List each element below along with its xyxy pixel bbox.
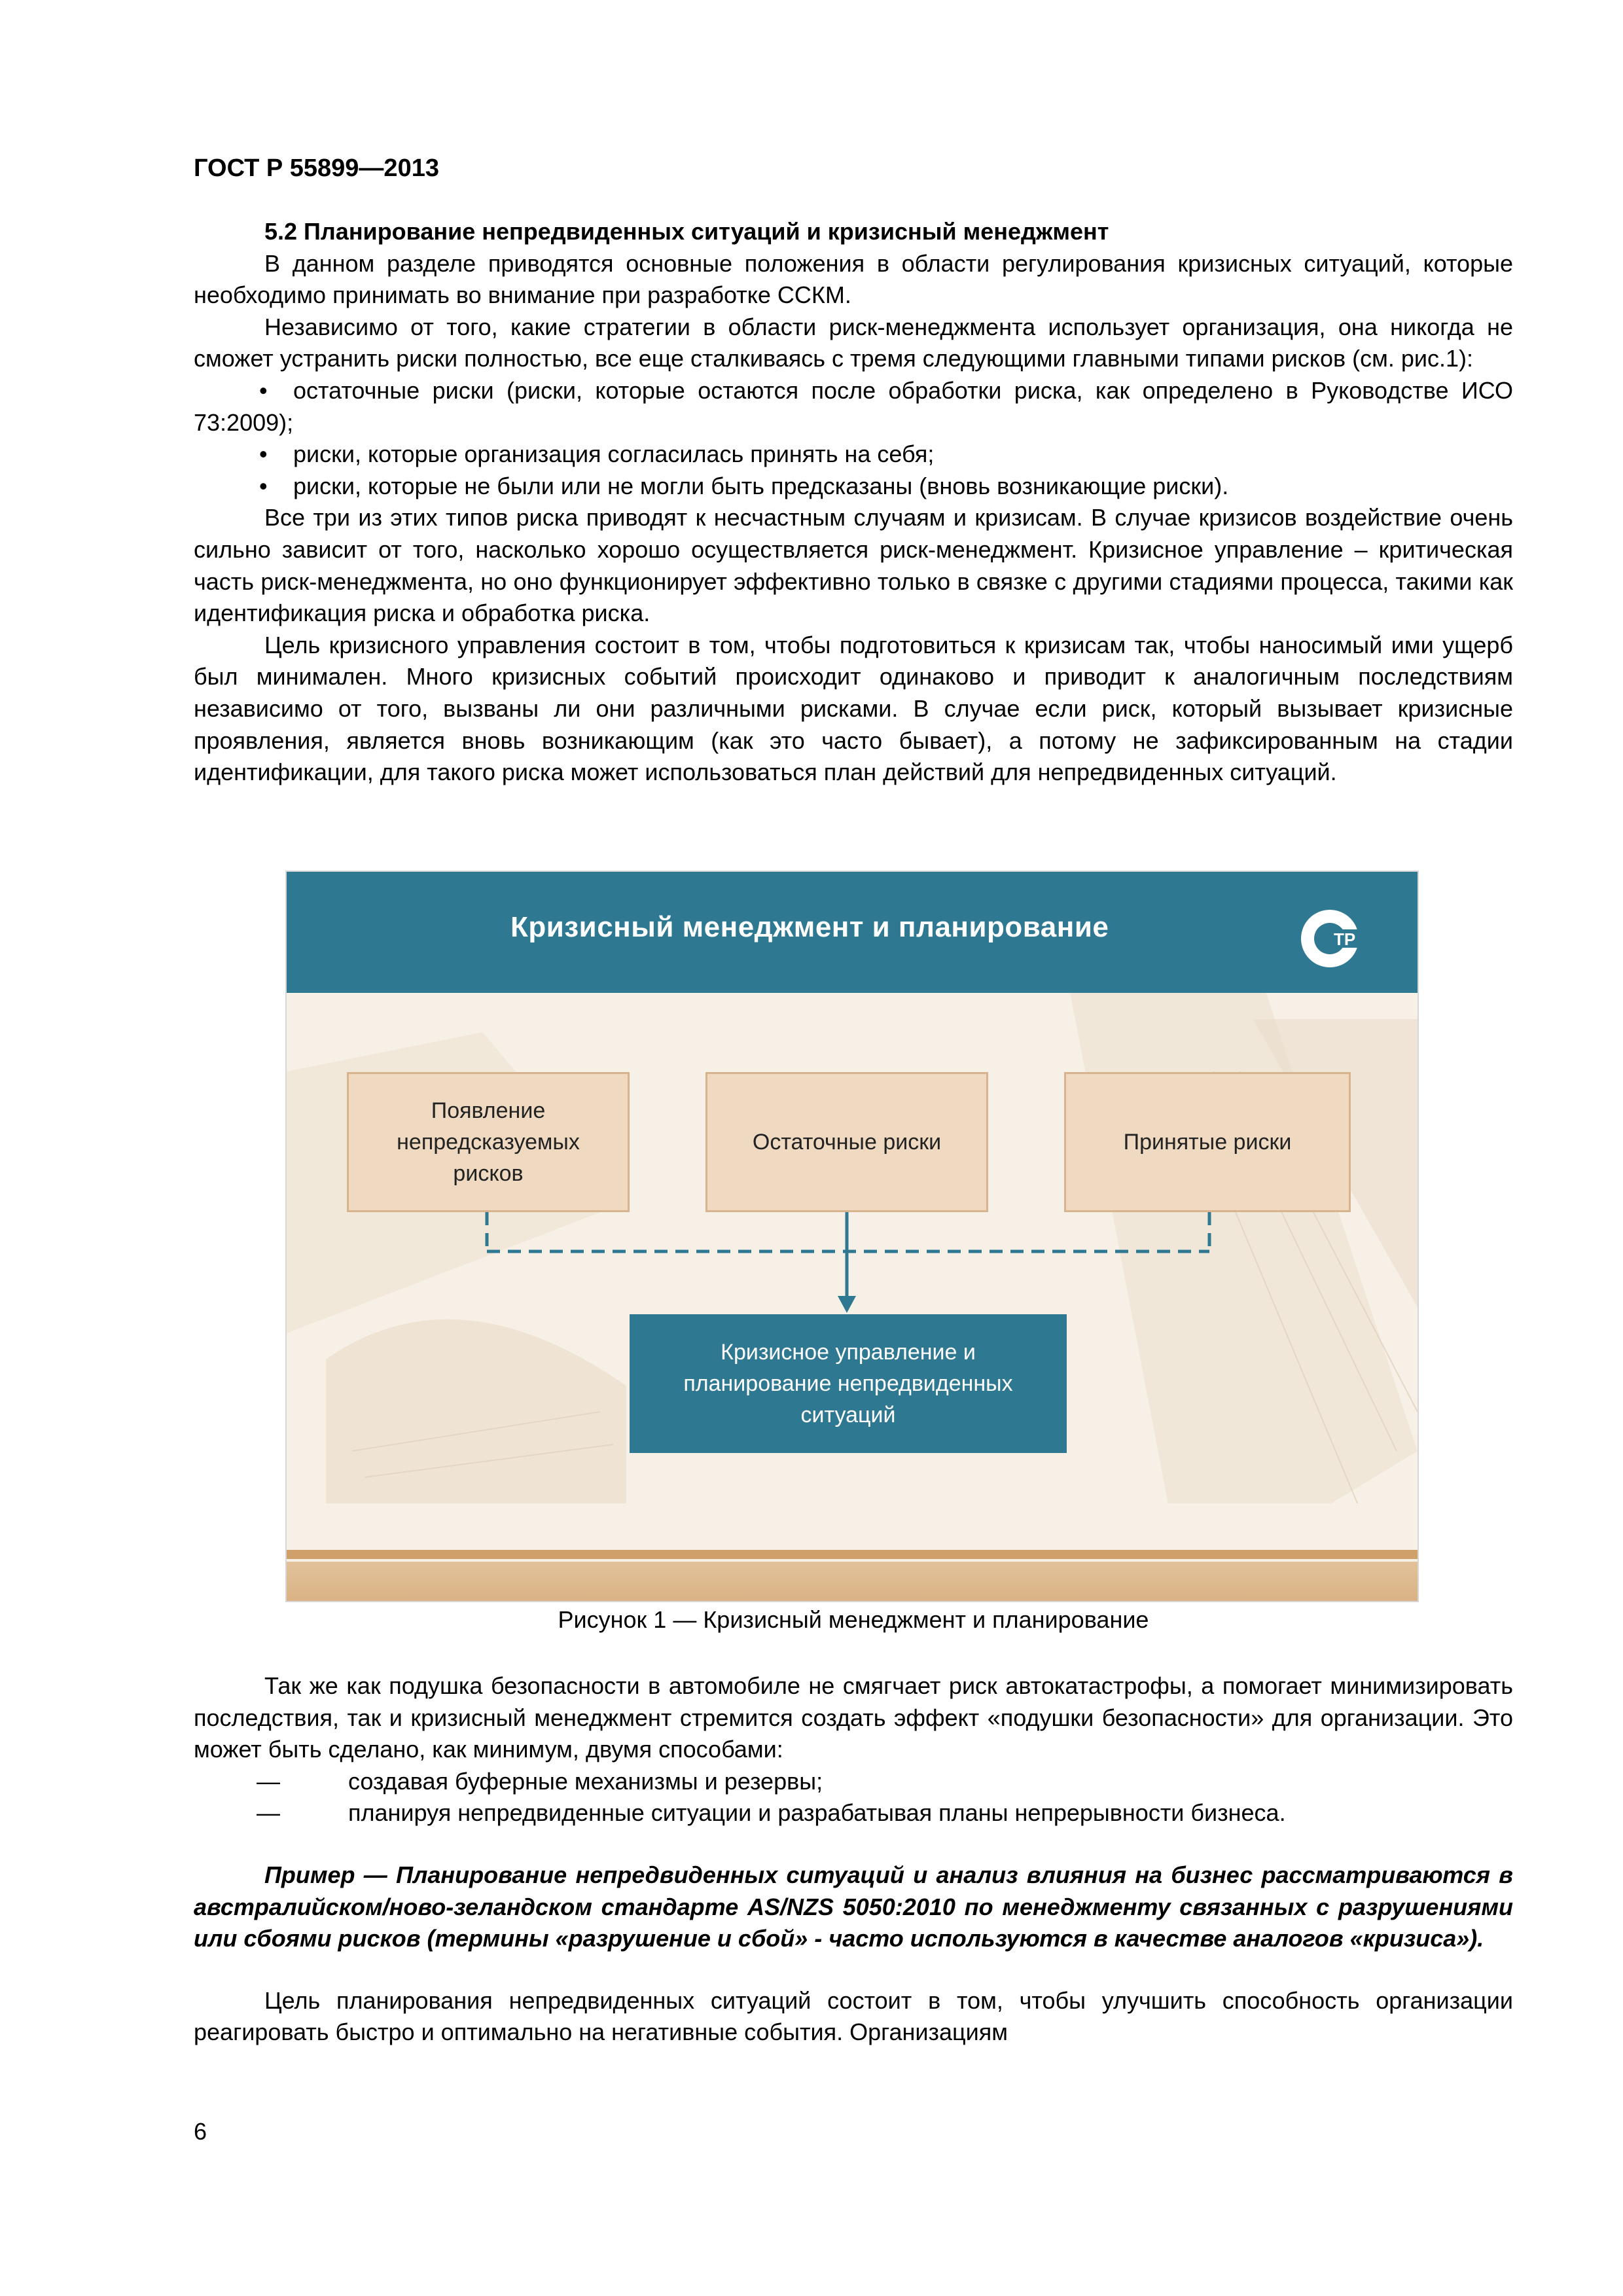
bullet-marker: •	[259, 440, 268, 468]
spacer	[194, 1829, 1513, 1859]
figure-title: Кризисный менеджмент и планирование	[510, 911, 1109, 943]
logo-text: ТР	[1334, 929, 1356, 949]
bullet-marker: •	[259, 472, 268, 499]
paragraph: Цель планирования непредвиденных ситуаций состоит в том, чтобы улучшить способность организации реагировать быстро и оптимально на негативные события. Организациям	[194, 1986, 1513, 2046]
figure-caption: Рисунок 1 — Кризисный менеджмент и планирование	[558, 1606, 1149, 1633]
dash-marker: —	[257, 1767, 280, 1795]
paragraph: Все три из этих типов риска приводят к несчастным случаям и кризисам. В случае кризисов воздействие очень сильно зависит от того, насколько хорошо осуществляется риск-менеджмент. Кризисное управление – критическая часть риск-менеджмента, но оно функционирует эффективно только в связке с другими стадиями процесса, такими как идентификация риска и обработка риска.	[194, 504, 1513, 627]
box-accepted-risks-label: Принятые риски	[1123, 1130, 1292, 1155]
box-residual-risks-label: Остаточные риски	[752, 1130, 942, 1155]
figure-footer-stripe	[287, 1550, 1418, 1559]
bullet-text: риски, которые организация согласилась принять на себя;	[293, 440, 935, 468]
example-note: Пример — Планирование непредвиденных ситуаций и анализ влияния на бизнес рассматриваются в австралийском/ново-зеландском стандарте AS/NZS 5050:2010 по менеджменту связанных с разрушениями или сбоями рисков (термины «разрушение и сбой» - часто используются в качестве аналогов «кризиса»).	[194, 1861, 1513, 1952]
bullet-marker: •	[259, 376, 268, 404]
bullet-item	[194, 471, 1513, 503]
bullet-item	[194, 439, 1513, 471]
section-heading: 5.2 Планирование непредвиденных ситуаций и кризисный менеджмент	[264, 218, 1109, 245]
flow-connectors	[287, 872, 1419, 1602]
dash-item	[194, 1766, 1513, 1798]
paragraph: Так же как подушка безопасности в автомобиле не смягчает риск автокатастрофы, а помогает минимизировать последствия, так и кризисный менеджмент стремится создать эффект «подушки безопасности» для организации. Это может быть сделано, как минимум, двумя способами:	[194, 1672, 1513, 1763]
spacer	[194, 1955, 1513, 1985]
bullet-item	[194, 375, 1513, 439]
after-figure-text	[194, 1670, 1513, 2049]
bullet-text: остаточные риски (риски, которые остаются после обработки риска, как определено в Руководстве ИСО 73:2009);	[194, 376, 1513, 436]
dash-marker: —	[257, 1799, 280, 1827]
section-text	[194, 216, 1513, 789]
dash-text: создавая буферные механизмы и резервы;	[348, 1767, 823, 1795]
paragraph: В данном разделе приводятся основные положения в области регулирования кризисных ситуаций, которые необходимо принимать во внимание при разработке ССКМ.	[194, 249, 1513, 309]
box-unpredictable-risks-label: Появление непредсказуемых рисков	[397, 1098, 580, 1186]
box-crisis-management-label: Кризисное управление и планирование непредвиденных ситуаций	[683, 1340, 1013, 1427]
box-crisis-management	[630, 1314, 1067, 1453]
dash-item	[194, 1797, 1513, 1829]
figure-crisis-management	[285, 870, 1419, 1602]
dash-text: планируя непредвиденные ситуации и разрабатывая планы непрерывности бизнеса.	[348, 1799, 1286, 1827]
paragraph: Независимо от того, какие стратегии в области риск-менеджмента использует организация, она никогда не сможет устранить риски полностью, все еще сталкиваясь с тремя следующими главными типами рисков (см. рис.1):	[194, 313, 1513, 372]
paragraph: Цель кризисного управления состоит в том, чтобы подготовиться к кризисам так, чтобы наносимый ими ущерб был минимален. Много кризисных событий происходит одинаково и приводит к аналогичным последствиям независимо от того, вызваны ли они различными рисками. В случае если риск, который вызывает кризисные проявления, является вновь возникающим (как это часто бывает), а потому не зафиксированным на стадии идентификации, для такого риска может использоваться план действий для непредвиденных ситуаций.	[194, 631, 1513, 786]
figure-footer-band	[287, 1562, 1418, 1602]
page-number: 6	[194, 2118, 207, 2145]
arrow-down-icon	[838, 1296, 856, 1313]
bullet-text: риски, которые не были или не могли быть предсказаны (вновь возникающие риски).	[293, 472, 1229, 499]
document-code: ГОСТ Р 55899—2013	[194, 154, 439, 182]
